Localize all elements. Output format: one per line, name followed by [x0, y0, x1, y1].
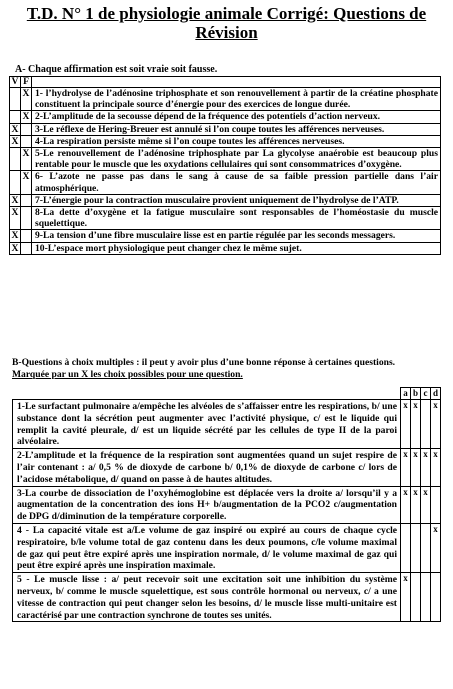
mark-d [431, 573, 441, 622]
column-header-f: F [21, 77, 32, 88]
question-text: 2-L’amplitude et la fréquence de la respiration sont augmentées quand un sujet respire de l’air contenant : a/ 0,5 % de dioxyde de carbone b/ 0,1% de dioxyde de carbone c/ lors de l’acidose métabolique, d/ quand on passe à de hautes altitudes. [13, 449, 401, 486]
v-mark: X [10, 135, 21, 147]
section-b-heading [12, 357, 448, 380]
table-row [10, 194, 441, 206]
v-mark [10, 171, 21, 194]
mark-d [431, 486, 441, 523]
question-text: 5 - Le muscle lisse : a/ peut recevoir soit une excitation soit une inhibition du système nerveux, b/ comme le muscle squelettique, est sous contrôle hormonal ou nerveux, c/ a une vitesse de contraction qui peut changer selon les besoins, d/ le muscle lisse multi-unitaire est caractérisé par une contraction synchrone de toutes ses unités. [13, 573, 401, 622]
mark-c [421, 523, 431, 572]
table-row [10, 123, 441, 135]
f-mark [21, 230, 32, 242]
table-row [10, 207, 441, 230]
statement-text: 9-La tension d’une fibre musculaire lisse est en partie régulée par les seconds messagers. [32, 230, 441, 242]
f-mark [21, 123, 32, 135]
table-row [13, 523, 441, 572]
statement-text: 6- L’azote ne passe pas dans le sang à cause de sa faible pression partielle dans l’air atmosphérique. [32, 171, 441, 194]
v-mark: X [10, 230, 21, 242]
statement-text: 4-La respiration persiste même si l’on coupe toutes les afférences nerveuses. [32, 135, 441, 147]
statement-text: 7-L’énergie pour la contraction musculaire provient uniquement de l’hydrolyse de l’ATP. [32, 194, 441, 206]
mark-c [421, 573, 431, 622]
v-mark [10, 111, 21, 123]
f-mark: X [21, 111, 32, 123]
table-header-row [13, 388, 441, 400]
f-mark: X [21, 148, 32, 171]
mark-b [411, 523, 421, 572]
table-row [13, 486, 441, 523]
header-spacer [32, 77, 441, 88]
table-header-row [10, 77, 441, 88]
mark-c [421, 400, 431, 449]
mark-a: x [401, 449, 411, 486]
header-spacer [13, 388, 401, 400]
mark-a: x [401, 486, 411, 523]
table-row [10, 230, 441, 242]
mark-c: x [421, 486, 431, 523]
v-mark: X [10, 242, 21, 254]
f-mark: X [21, 88, 32, 111]
question-text: 1-Le surfactant pulmonaire a/empêche les alvéoles de s’affaisser entre les respirations, b/ une substance dont la sécrétion peut augmenter avec l’activité physique, c/ est le liquide qui remplit la cavité pleurale, d/ est un liquide sécrété par les cellules de type II de la paroi alvéolaire. [13, 400, 401, 449]
section-b-title: B-Questions à choix multiples : il peut y avoir plus d’une bonne réponse à certaines questions. [12, 357, 396, 368]
f-mark [21, 242, 32, 254]
mark-b [411, 573, 421, 622]
table-row [10, 148, 441, 171]
column-header-d: d [431, 388, 441, 400]
true-false-table [9, 76, 441, 255]
mark-a: x [401, 400, 411, 449]
table-row [10, 135, 441, 147]
table-row [13, 400, 441, 449]
page-title [0, 4, 453, 42]
column-header-b: b [411, 388, 421, 400]
column-header-v: V [10, 77, 21, 88]
multiple-choice-table [12, 387, 441, 622]
v-mark: X [10, 194, 21, 206]
mark-d: x [431, 523, 441, 572]
table-row [13, 573, 441, 622]
section-a-heading: A- Chaque affirmation est soit vraie soit fausse. [15, 64, 218, 75]
v-mark: X [10, 207, 21, 230]
column-header-a: a [401, 388, 411, 400]
title-line-1: T.D. N° 1 de physiologie animale Corrigé: Questions de [26, 4, 427, 23]
title-line-2: Révision [195, 23, 258, 42]
mark-b: x [411, 400, 421, 449]
question-text: 3-La courbe de dissociation de l’oxyhémoglobine est déplacée vers la droite a/ lorsqu’il y a augmentation de la concentration des ions H+ b/augmentation de la PCO2 c/augmentation de DPG d/diminution de la température corporelle. [13, 486, 401, 523]
table-row [10, 88, 441, 111]
mark-a [401, 523, 411, 572]
mark-c: x [421, 449, 431, 486]
column-header-c: c [421, 388, 431, 400]
statement-text: 2-L’amplitude de la secousse dépend de la fréquence des potentiels d’action nerveux. [32, 111, 441, 123]
mark-b: x [411, 486, 421, 523]
f-mark: X [21, 171, 32, 194]
statement-text: 5-Le renouvellement de l’adénosine triphosphate par La glycolyse anaérobie est beaucoup plus rentable pour le muscle que les oxydations cellulaires qui sont consommatrices d’oxygène. [32, 148, 441, 171]
mark-b: x [411, 449, 421, 486]
v-mark [10, 148, 21, 171]
table-row [10, 242, 441, 254]
statement-text: 8-La dette d’oxygène et la fatigue musculaire sont responsables de l’homéostasie du muscle squelettique. [32, 207, 441, 230]
statement-text: 3-Le réflexe de Hering-Breuer est annulé si l’on coupe toutes les afférences nerveuses. [32, 123, 441, 135]
table-row [10, 111, 441, 123]
mark-d: x [431, 449, 441, 486]
statement-text: 1- l’hydrolyse de l’adénosine triphosphate et son renouvellement à partir de la créatine phosphate constituent la principale source d’énergie pour des exercices de longue durée. [32, 88, 441, 111]
section-b-instruction: Marquée par un X les choix possibles pour une question. [12, 368, 243, 380]
mark-a: x [401, 573, 411, 622]
question-text: 4 - La capacité vitale est a/Le volume de gaz inspiré ou expiré au cours de chaque cycle respiratoire, b/le volume total de gaz contenu dans les deux poumons, c/le volume maximal de gaz qui peut être expiré après une inspiration normale, d/ le volume maximal de gaz qui peut être expiré après une inspiration maximale. [13, 523, 401, 572]
statement-text: 10-L’espace mort physiologique peut changer chez le même sujet. [32, 242, 441, 254]
v-mark [10, 88, 21, 111]
f-mark [21, 207, 32, 230]
table-row [10, 171, 441, 194]
f-mark [21, 135, 32, 147]
mark-d: x [431, 400, 441, 449]
table-row [13, 449, 441, 486]
v-mark: X [10, 123, 21, 135]
f-mark [21, 194, 32, 206]
